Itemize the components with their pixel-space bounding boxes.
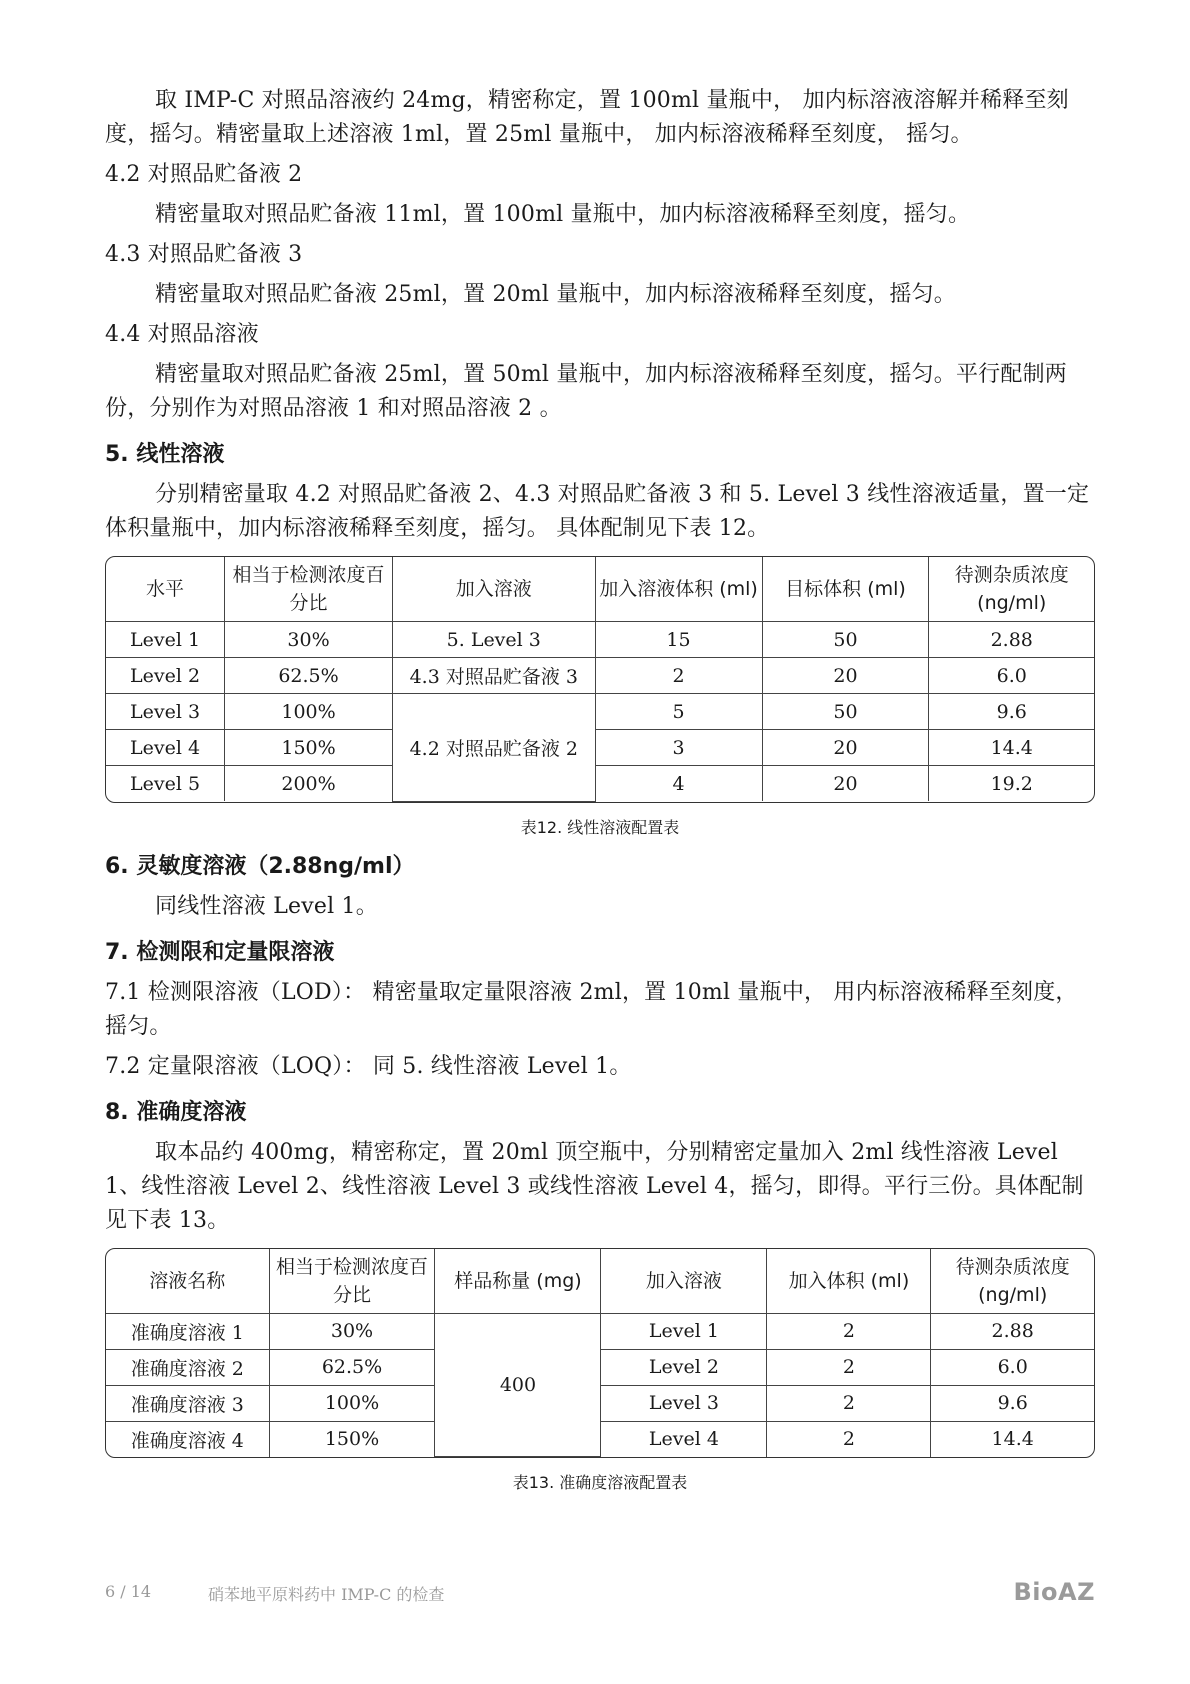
table-cell: 30% bbox=[269, 1313, 435, 1349]
table-row bbox=[106, 1421, 1094, 1457]
footer-title: 硝苯地平原料药中 IMP-C 的检查 bbox=[208, 1585, 445, 1604]
section-6-heading: 6. 灵敏度溶液（2.88ng/ml） bbox=[105, 853, 415, 879]
section-5-text: 分别精密量取 4.2 对照品贮备液 2、4.3 对照品贮备液 3 和 5. Level 3 线性溶液适量，置一定体积量瓶中，加内标溶液稀释至刻度，摇匀。 具体配制见下表 12。 bbox=[105, 482, 1090, 541]
section-7-2-text: 7.2 定量限溶液（LOQ）： 同 5. 线性溶液 Level 1。 bbox=[105, 1053, 632, 1079]
table-header-row bbox=[106, 1249, 1094, 1314]
table-cell: 9.6 bbox=[929, 694, 1094, 730]
table-13 bbox=[105, 1248, 1095, 1459]
table-header-cell: 加入溶液 bbox=[393, 557, 596, 622]
section-4-4-heading: 4.4 对照品溶液 bbox=[105, 322, 259, 347]
section-8-heading: 8. 准确度溶液 bbox=[105, 1099, 247, 1125]
table-header-cell: 加入体积 (ml) bbox=[767, 1249, 931, 1314]
table-row bbox=[106, 766, 1094, 802]
table-cell: Level 3 bbox=[106, 694, 225, 730]
table-row bbox=[106, 1313, 1094, 1349]
page-number: 6 / 14 bbox=[105, 1582, 152, 1601]
table-cell: 20 bbox=[762, 658, 929, 694]
table-row bbox=[106, 730, 1094, 766]
table-header-cell: 水平 bbox=[106, 557, 225, 622]
table-header-cell: 相当于检测浓度百分比 bbox=[269, 1249, 435, 1314]
table-cell: 62.5% bbox=[269, 1349, 435, 1385]
table-cell: 2 bbox=[767, 1421, 931, 1457]
table-cell: 4.2 对照品贮备液 2 bbox=[393, 694, 596, 802]
table-cell: Level 1 bbox=[106, 622, 225, 658]
section-7-1-text: 7.1 检测限溶液（LOD）： 精密量取定量限溶液 2ml，置 10ml 量瓶中， 用内标溶液稀释至刻度，摇匀。 bbox=[105, 979, 1078, 1039]
table-cell: 6.0 bbox=[931, 1349, 1094, 1385]
section-8-text: 取本品约 400mg，精密称定，置 20ml 顶空瓶中，分别精密定量加入 2ml 线性溶液 Level 1、线性溶液 Level 2、线性溶液 Level 3 或线性溶液 Level 4，摇匀，即得。平行三份。具体配制见下表 13。 bbox=[105, 1139, 1084, 1233]
table-row bbox=[106, 1349, 1094, 1385]
table-cell: 150% bbox=[225, 730, 393, 766]
section-4-3-text: 精密量取对照品贮备液 25ml，置 20ml 量瓶中，加内标溶液稀释至刻度，摇匀。 bbox=[155, 282, 956, 307]
table-cell: 2.88 bbox=[929, 622, 1094, 658]
table-cell: 准确度溶液 4 bbox=[106, 1421, 269, 1457]
table-cell: 100% bbox=[269, 1385, 435, 1421]
table-cell: 15 bbox=[595, 622, 762, 658]
table-cell: Level 1 bbox=[601, 1313, 767, 1349]
document-body bbox=[105, 84, 1095, 1493]
table-header-cell: 待测杂质浓度 (ng/ml) bbox=[929, 557, 1094, 622]
table-cell: 50 bbox=[762, 622, 929, 658]
table-cell: 30% bbox=[225, 622, 393, 658]
table-cell: 14.4 bbox=[929, 730, 1094, 766]
table-cell: Level 3 bbox=[601, 1385, 767, 1421]
table-row bbox=[106, 658, 1094, 694]
table-cell: 20 bbox=[762, 730, 929, 766]
table-row bbox=[106, 1385, 1094, 1421]
table-cell: Level 2 bbox=[601, 1349, 767, 1385]
section-4-2-heading: 4.2 对照品贮备液 2 bbox=[105, 162, 303, 187]
section-4-4-text: 精密量取对照品贮备液 25ml，置 50ml 量瓶中，加内标溶液稀释至刻度，摇匀。平行配制两份，分别作为对照品溶液 1 和对照品溶液 2 。 bbox=[105, 362, 1067, 421]
table-cell: 5. Level 3 bbox=[393, 622, 596, 658]
table-13-caption: 表13. 准确度溶液配置表 bbox=[512, 1473, 688, 1492]
intro-paragraph: 取 IMP-C 对照品溶液约 24mg，精密称定，置 100ml 量瓶中， 加内标溶液溶解并稀释至刻度，摇匀。精密量取上述溶液 1ml，置 25ml 量瓶中， 加内标溶液稀释至刻度， 摇匀。 bbox=[105, 88, 1069, 147]
section-5-heading: 5. 线性溶液 bbox=[105, 442, 225, 467]
section-6-text: 同线性溶液 Level 1。 bbox=[155, 893, 378, 919]
table-cell: 4.3 对照品贮备液 3 bbox=[393, 658, 596, 694]
table-cell: 2 bbox=[767, 1313, 931, 1349]
table-header-cell: 加入溶液 bbox=[601, 1249, 767, 1314]
table-cell: 准确度溶液 1 bbox=[106, 1313, 269, 1349]
page-footer bbox=[105, 1578, 1095, 1608]
table-cell: 2 bbox=[767, 1385, 931, 1421]
table-cell: 62.5% bbox=[225, 658, 393, 694]
table-cell: 50 bbox=[762, 694, 929, 730]
bioaz-logo: BioAZ bbox=[1013, 1578, 1095, 1606]
table-cell: Level 2 bbox=[106, 658, 225, 694]
table-cell: 2 bbox=[595, 658, 762, 694]
table-cell: Level 4 bbox=[601, 1421, 767, 1457]
table-header-cell: 加入溶液体积 (ml) bbox=[595, 557, 762, 622]
table-cell: 20 bbox=[762, 766, 929, 802]
table-cell: 100% bbox=[225, 694, 393, 730]
table-cell: 准确度溶液 3 bbox=[106, 1385, 269, 1421]
table-cell: 6.0 bbox=[929, 658, 1094, 694]
table-header-cell: 样品称量 (mg) bbox=[435, 1249, 601, 1314]
table-cell: Level 5 bbox=[106, 766, 225, 802]
table-cell: 2.88 bbox=[931, 1313, 1094, 1349]
table-header-cell: 目标体积 (ml) bbox=[762, 557, 929, 622]
table-row bbox=[106, 622, 1094, 658]
table-12-caption: 表12. 线性溶液配置表 bbox=[520, 817, 680, 837]
table-header-cell: 待测杂质浓度 (ng/ml) bbox=[931, 1249, 1094, 1314]
table-cell: 200% bbox=[225, 766, 393, 802]
table-cell: 400 bbox=[435, 1313, 601, 1457]
table-cell: 2 bbox=[767, 1349, 931, 1385]
table-12 bbox=[105, 556, 1095, 803]
table-cell: 准确度溶液 2 bbox=[106, 1349, 269, 1385]
section-4-2-text: 精密量取对照品贮备液 11ml，置 100ml 量瓶中，加内标溶液稀释至刻度，摇匀。 bbox=[155, 202, 971, 227]
table-header-cell: 溶液名称 bbox=[106, 1249, 269, 1314]
section-7-heading: 7. 检测限和定量限溶液 bbox=[105, 939, 335, 965]
section-4-3-heading: 4.3 对照品贮备液 3 bbox=[105, 242, 303, 267]
table-cell: 5 bbox=[595, 694, 762, 730]
table-header-row bbox=[106, 557, 1094, 622]
table-cell: 9.6 bbox=[931, 1385, 1094, 1421]
table-cell: 4 bbox=[595, 766, 762, 802]
table-row bbox=[106, 694, 1094, 730]
table-cell: 19.2 bbox=[929, 766, 1094, 802]
table-cell: Level 4 bbox=[106, 730, 225, 766]
table-cell: 14.4 bbox=[931, 1421, 1094, 1457]
table-header-cell: 相当于检测浓度百分比 bbox=[225, 557, 393, 622]
table-cell: 3 bbox=[595, 730, 762, 766]
table-cell: 150% bbox=[269, 1421, 435, 1457]
